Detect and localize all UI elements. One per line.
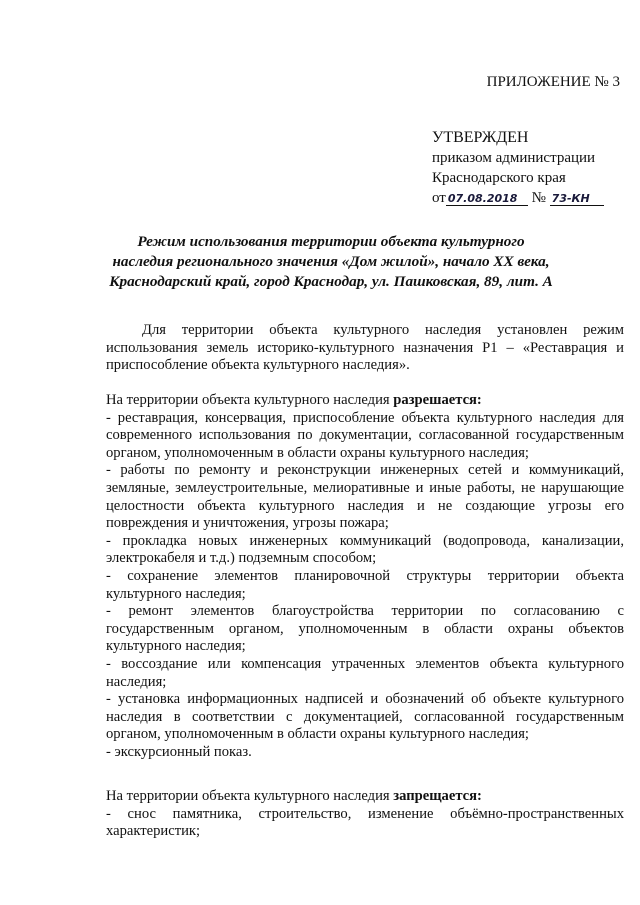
appendix-number: ПРИЛОЖЕНИЕ № 3 (486, 74, 620, 90)
intro-paragraph: Для территории объекта культурного наследия установлен режим использования земель историко-культурного назначения Р1 – «Реставрация и приспособление объекта культурного наследия». (106, 322, 624, 374)
approval-line-2: Краснодарского края (432, 170, 566, 186)
allowed-lead (106, 392, 624, 410)
document-title: Режим использования территории объекта культурного наследия регионального значения «Дом жилой», начало XX века, Краснодарский край, город Краснодар, ул. Пашковская, 89, лит. А (109, 233, 553, 290)
prohibited-keyword: запрещается: (393, 788, 482, 804)
approval-line-1: приказом администрации (432, 150, 596, 166)
prohibited-section (106, 788, 624, 841)
approval-heading: УТВЕРЖДЕН (432, 129, 529, 146)
approval-block (432, 128, 632, 208)
from-label: от (432, 190, 446, 206)
list-item: - экскурсионный показ. (106, 743, 252, 760)
allowed-lead-text: На территории объекта культурного наследия (106, 392, 394, 408)
list-item: - ремонт элементов благоустройства территории по согласованию с государственным органом, уполномоченным в области охраны объектов культурного наследия; (106, 603, 624, 655)
number-label: № (531, 190, 546, 206)
handwritten-date: 07.08.2018 (446, 192, 528, 206)
approval-date-row (432, 188, 632, 208)
allowed-section (106, 392, 624, 761)
list-item: - воссоздание или компенсация утраченных элементов объекта культурного наследия; (106, 655, 624, 690)
handwritten-number: 73-КН (550, 192, 604, 206)
list-item: - прокладка новых инженерных коммуникаций (водопровода, канализации, электрокабеля и т.д.) подземным способом; (106, 532, 624, 567)
prohibited-lead-text: На территории объекта культурного наследия (106, 788, 394, 804)
list-item: - установка информационных надписей и обозначений об объекте культурного наследия в соответствии с документацией, согласованной государственным органом, уполномоченным в области охраны культурного наследия; (106, 691, 624, 743)
allowed-keyword: разрешается: (393, 392, 482, 408)
list-item: - реставрация, консервация, приспособление объекта культурного наследия для современного использования по документации, согласованной государственным органом, уполномоченным в области охраны культурного наследия; (106, 409, 624, 461)
list-item: - снос памятника, строительство, изменение объёмно-пространственных характеристик; (106, 805, 624, 840)
list-item: - работы по ремонту и реконструкции инженерных сетей и коммуникаций, земляные, землеустроительные, мелиоративные и иные работы, не нарушающие целостности объекта культурного наследия и не создающие угрозы его повреждения и уничтожения, угрозы пожара; (106, 462, 624, 532)
list-item: - сохранение элементов планировочной структуры территории объекта культурного наследия; (106, 567, 624, 602)
prohibited-lead (106, 788, 624, 806)
